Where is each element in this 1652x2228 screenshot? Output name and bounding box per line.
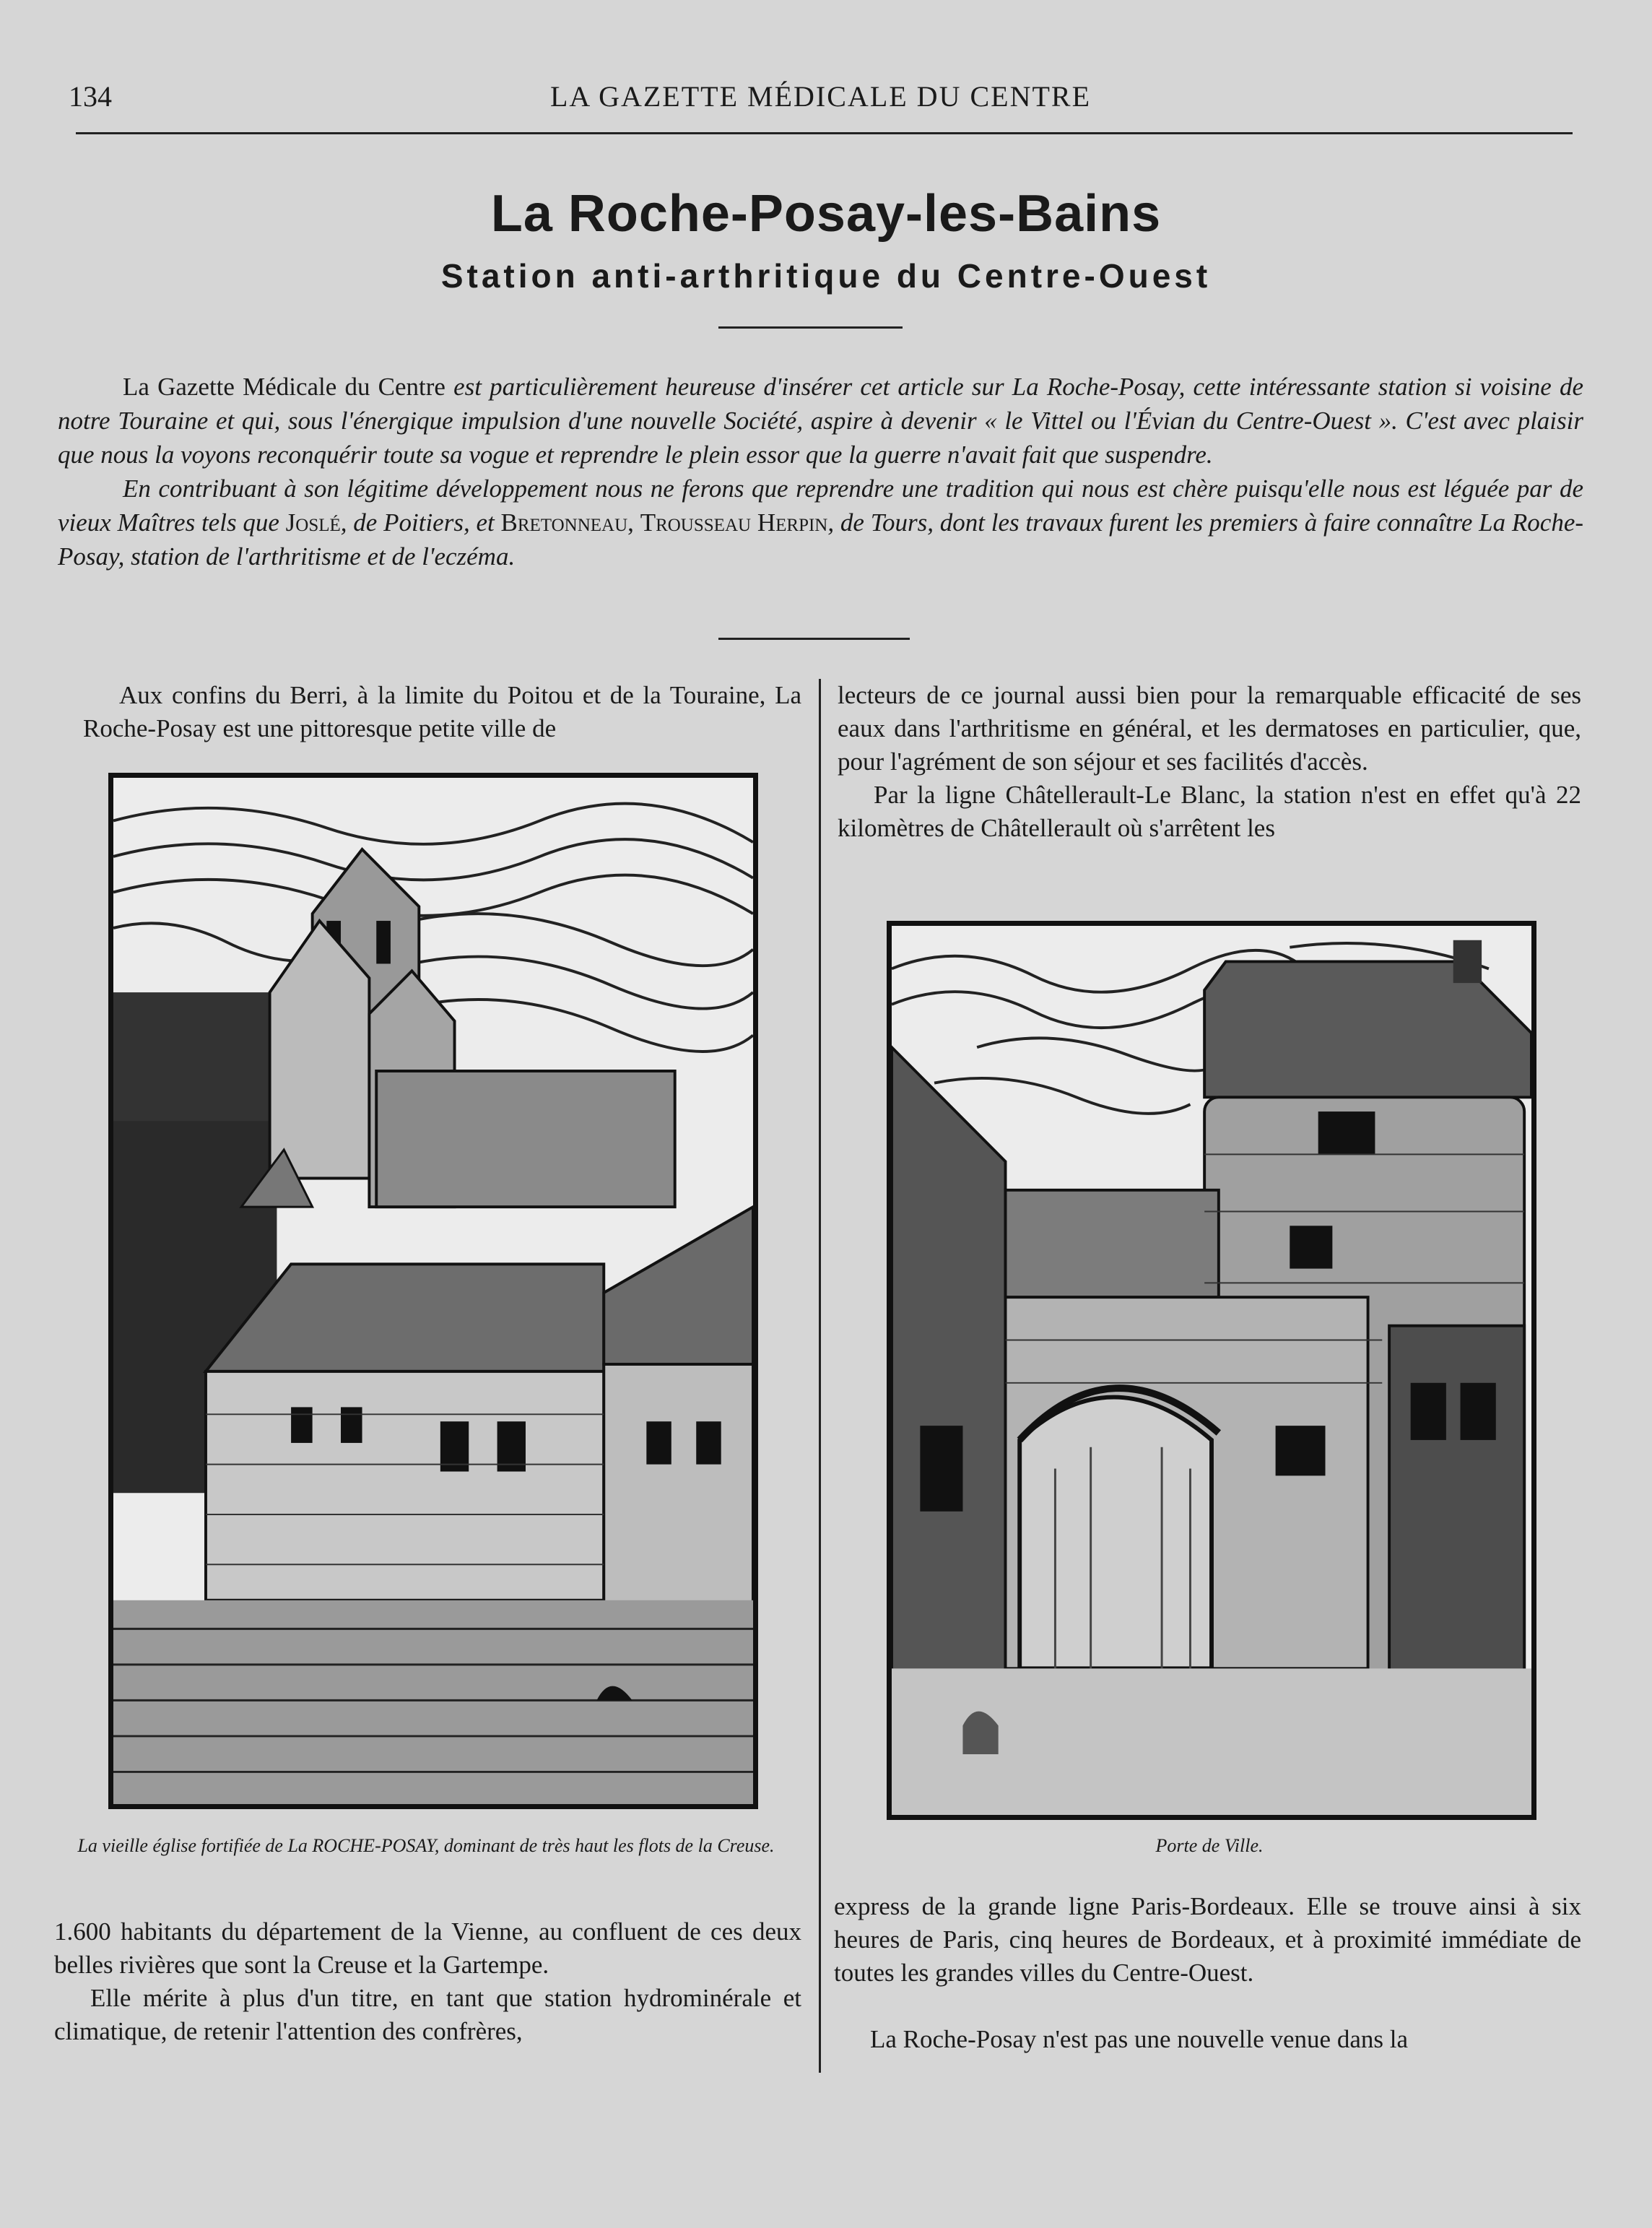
author-name: Joslé — [285, 508, 341, 537]
intro-text: , de Poitiers, et — [340, 508, 495, 537]
author-name: Bretonneau — [500, 508, 628, 537]
paragraph: Par la ligne Châtellerault-Le Blanc, la station n'est en effet qu'à 22 kilomètres de Châtellerault où s'arrêtent les — [838, 781, 1581, 842]
left-column-top — [83, 679, 801, 745]
column-divider — [819, 679, 821, 2073]
intro-text: , de Tours, dont les travaux furent les premiers à faire connaître La Roche-Posay, station de l'arthritisme et de l'eczéma. — [58, 508, 1584, 571]
intro-paragraph-1 — [58, 370, 1583, 472]
header-rule — [76, 132, 1573, 134]
intro-rule — [718, 638, 910, 640]
left-column-bottom — [54, 1915, 801, 2048]
intro-text: est particulièrement heureuse d'insérer cet article sur La Roche-Posay, cette intéressante station si voisine de notre Touraine et qui, sous l'énergique impulsion d'une nouvelle Société, aspire à devenir « le Vittel ou l'Évian du Centre-Ouest ». C'est avec plaisir que nous la voyons reconquérir toute sa vogue et reprendre le plein essor que la guerre n'avait fait que suspendre. — [58, 373, 1583, 469]
paragraph: La Roche-Posay n'est pas une nouvelle venue dans la — [870, 2025, 1408, 2053]
paragraph: Aux confins du Berri, à la limite du Poitou et de la Touraine, La Roche-Posay est une pittoresque petite ville de — [83, 681, 801, 742]
right-column-top — [838, 679, 1581, 845]
city-gate-engraving-icon — [892, 926, 1531, 1815]
figure-caption-church: La vieille église fortifiée de La ROCHE-POSAY, dominant de très haut les flots de la Creuse. — [77, 1835, 775, 1856]
paragraph: express de la grande ligne Paris-Bordeaux. Elle se trouve ainsi à six heures de Paris, cinq heures de Bordeaux, et à proximité immédiate de toutes les grandes villes du Centre-Ouest. — [834, 1892, 1581, 1987]
journal-name: La Gazette Médicale du Centre — [123, 373, 445, 401]
intro-paragraph-2 — [58, 472, 1583, 573]
church-engraving-icon — [113, 778, 753, 1804]
author-name: Herpin — [757, 508, 828, 537]
right-column-bottom — [834, 1890, 1581, 2056]
intro-block — [58, 370, 1583, 573]
separator: , — [627, 508, 634, 537]
intro-text: En contribuant à son légitime développement nous ne ferons que reprendre une tradition qui nous est chère puisqu'elle nous est léguée par de vieux Maîtres tels que — [58, 474, 1583, 537]
page-number: 134 — [69, 80, 112, 113]
figure-church — [108, 773, 758, 1809]
paragraph: 1.600 habitants du département de la Vienne, au confluent de ces deux belles rivières que sont la Creuse et la Gartempe. — [54, 1917, 801, 1979]
paragraph: lecteurs de ce journal aussi bien pour la remarquable efficacité de ses eaux dans l'arthritisme en général, et les dermatoses en particulier, que, pour l'agrément de son séjour et ses facilités d'accès. — [838, 681, 1581, 776]
article-title: La Roche-Posay-les-Bains — [490, 185, 1162, 243]
title-rule — [718, 326, 903, 329]
journal-title: LA GAZETTE MÉDICALE DU CENTRE — [549, 80, 1091, 113]
figure-city-gate — [887, 921, 1536, 1820]
running-head — [69, 79, 1573, 123]
paragraph: Elle mérite à plus d'un titre, en tant que station hydrominérale et climatique, de retenir l'attention des confrères, — [54, 1984, 801, 2045]
figure-caption-gate: Porte de Ville. — [1155, 1835, 1264, 1856]
author-name: Trousseau — [640, 508, 752, 537]
article-subtitle: Station anti-arthritique du Centre-Ouest — [440, 257, 1212, 295]
